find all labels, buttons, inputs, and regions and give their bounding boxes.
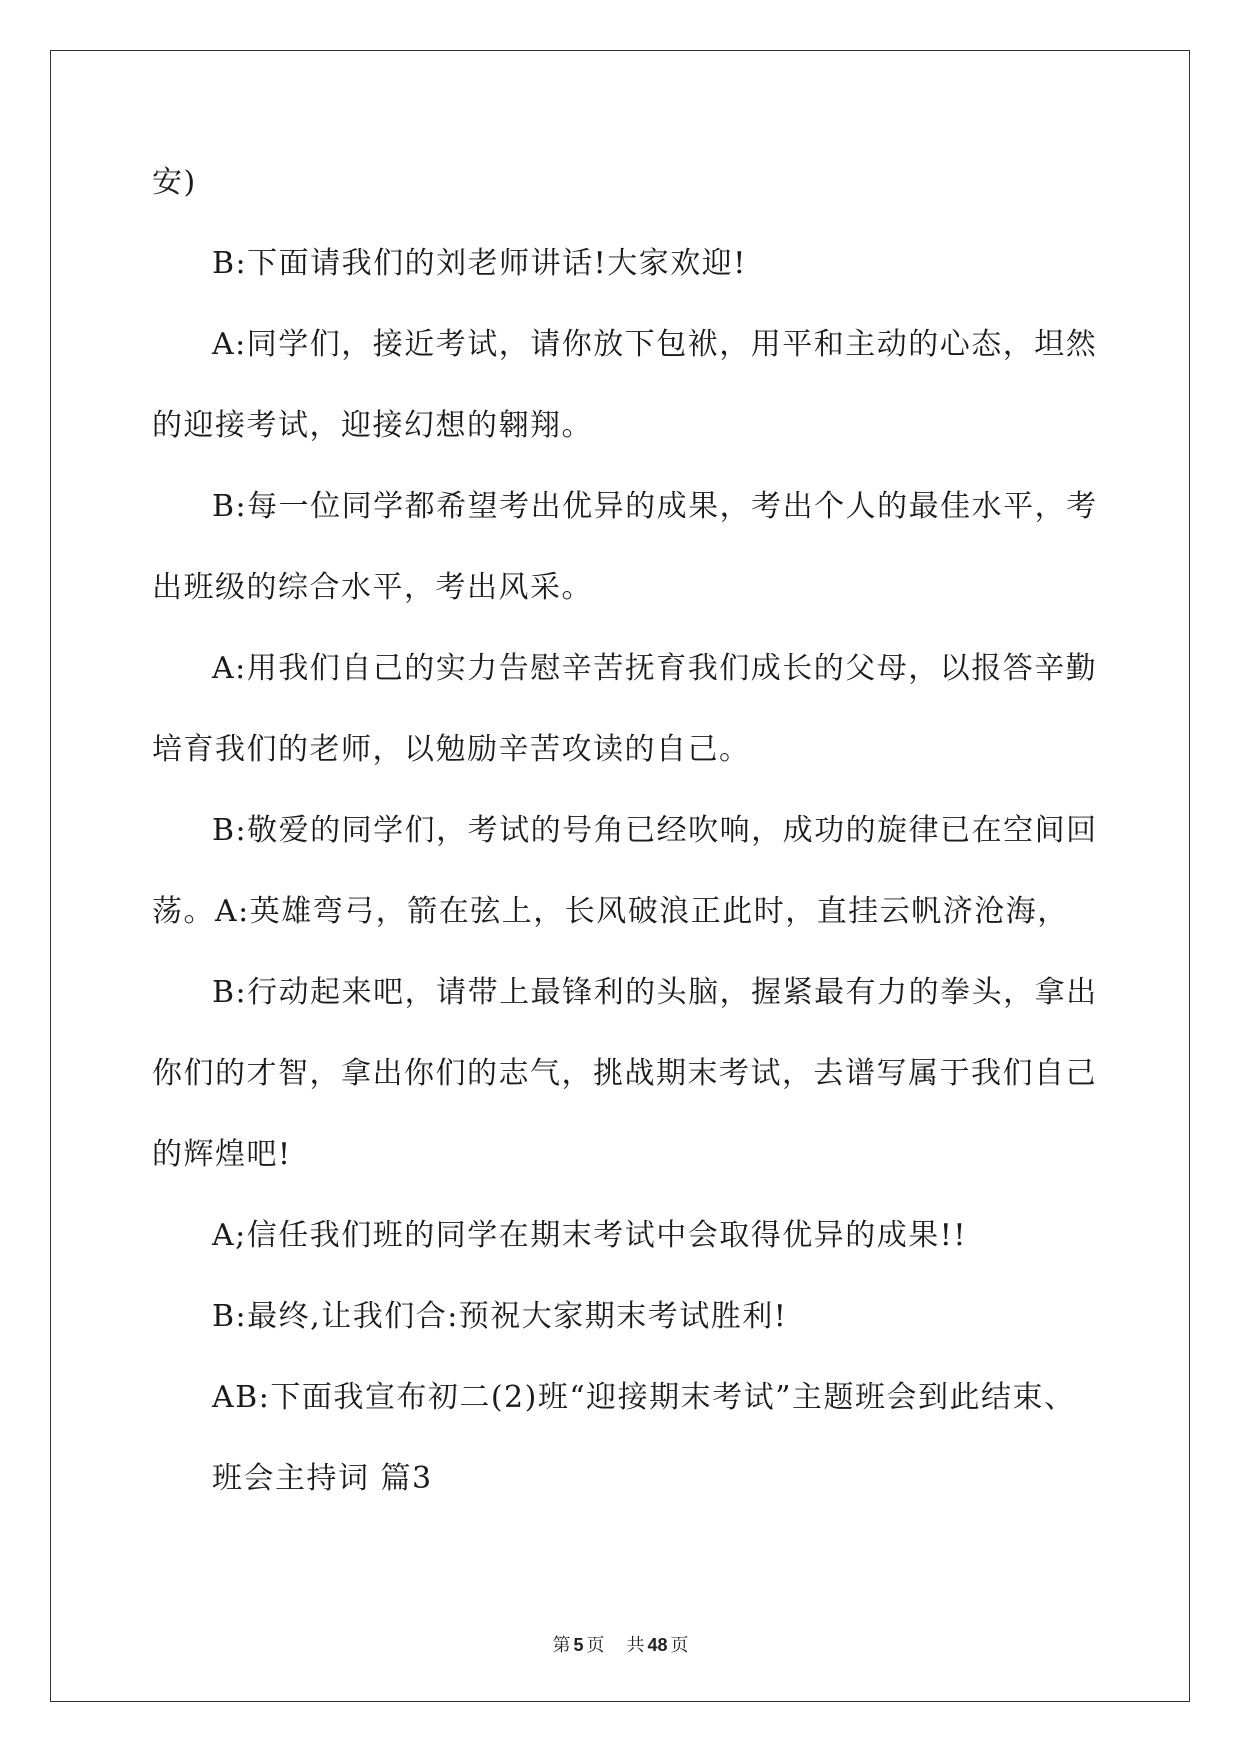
text-line: 的迎接考试，迎接幻想的翱翔。 [152,408,593,443]
text-line: B:最终,让我们合:预祝大家期末考试胜利! [212,1299,788,1334]
text-line: 安) [152,165,197,200]
text-line: 的辉煌吧! [152,1137,292,1172]
total-pages: 48 [647,1635,668,1655]
text-line: A;信任我们班的同学在期末考试中会取得优异的成果!! [212,1218,967,1253]
page-footer [0,1631,1241,1657]
total-suffix: 页 [670,1635,689,1656]
text-line: B:敬爱的同学们，考试的号角已经吹响，成功的旋律已在空间回 [212,813,1098,848]
total-prefix: 共 [626,1635,645,1656]
document-body [152,165,1098,1545]
text-line: B:下面请我们的刘老师讲话!大家欢迎! [212,246,747,281]
text-line: A:用我们自己的实力告慰辛苦抚育我们成长的父母，以报答辛勤 [212,651,1098,686]
text-line: 你们的才智，拿出你们的志气，挑战期末考试，去谱写属于我们自己 [152,1056,1097,1091]
text-line: B:行动起来吧，请带上最锋利的头脑，握紧最有力的拳头，拿出 [212,975,1098,1010]
text-line: 荡。A:英雄弯弓，箭在弦上，长风破浪正此时，直挂云帆济沧海， [152,894,1069,929]
text-line: 出班级的综合水平，考出风采。 [152,570,593,605]
text-line: 班会主持词 篇3 [212,1461,433,1496]
page-prefix: 第 [552,1635,571,1656]
page-suffix: 页 [586,1635,605,1656]
text-line: 培育我们的老师，以勉励辛苦攻读的自己。 [152,732,751,767]
text-line: A:同学们，接近考试，请你放下包袱，用平和主动的心态，坦然 [212,327,1098,362]
page-number: 5 [573,1635,584,1655]
text-line: B:每一位同学都希望考出优异的成果，考出个人的最佳水平，考 [212,489,1098,524]
text-line: AB:下面我宣布初二(2)班“迎接期末考试”主题班会到此结束、 [212,1380,1076,1415]
